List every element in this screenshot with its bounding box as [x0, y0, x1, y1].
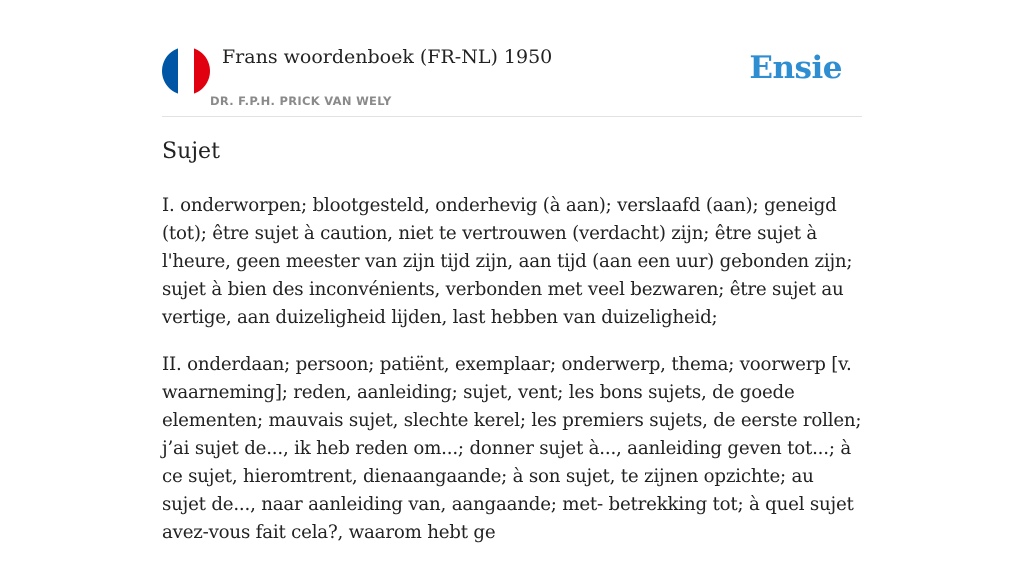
- definition-sense-1: I. onderworpen; blootgesteld, onderhevig (à aan); verslaafd (aan); geneigd (tot); être sujet à caution, niet te vertrouwen (verdacht) zijn; être sujet à l'heure, geen meester van zijn tijd zijn, aan tijd (aan een uur) gebonden zijn; sujet à bien des inconvénients, verbonden met veel bezwaren; être sujet au vertige, aan duizeligheid lijden, last hebben van duizeligheid;: [162, 195, 853, 328]
- entry-definition: [162, 192, 862, 566]
- french-flag-icon: [162, 47, 210, 95]
- flag-stripe-white: [178, 47, 194, 95]
- page: [162, 0, 862, 543]
- dictionary-author: DR. F.P.H. PRICK VAN WELY: [210, 94, 392, 108]
- dictionary-header: [162, 0, 862, 117]
- ensie-logo[interactable]: Ensie: [749, 50, 842, 86]
- flag-stripe-red: [194, 47, 210, 95]
- dictionary-title[interactable]: Frans woordenboek (FR-NL) 1950: [222, 46, 553, 68]
- definition-sense-2: II. onderdaan; persoon; patiënt, exemplaar; onderwerp, thema; voorwerp [v. waarneming]; reden, aanleiding; sujet, vent; les bons sujets, de goede elementen; mauvais sujet, slechte kerel; les premiers sujets, de eerste rollen; j’ai sujet de..., ik heb reden om...; donner sujet à..., aanleiding geven tot...; à ce sujet, hieromtrent, dienaangaande; à son sujet, te zijnen opzichte; au sujet de..., naar aanleiding van, aangaande; met- betrekking tot; à quel sujet avez-vous fait cela?, waarom hebt ge: [162, 354, 862, 543]
- flag-stripe-blue: [162, 47, 178, 95]
- entry-headword: Sujet: [162, 139, 220, 164]
